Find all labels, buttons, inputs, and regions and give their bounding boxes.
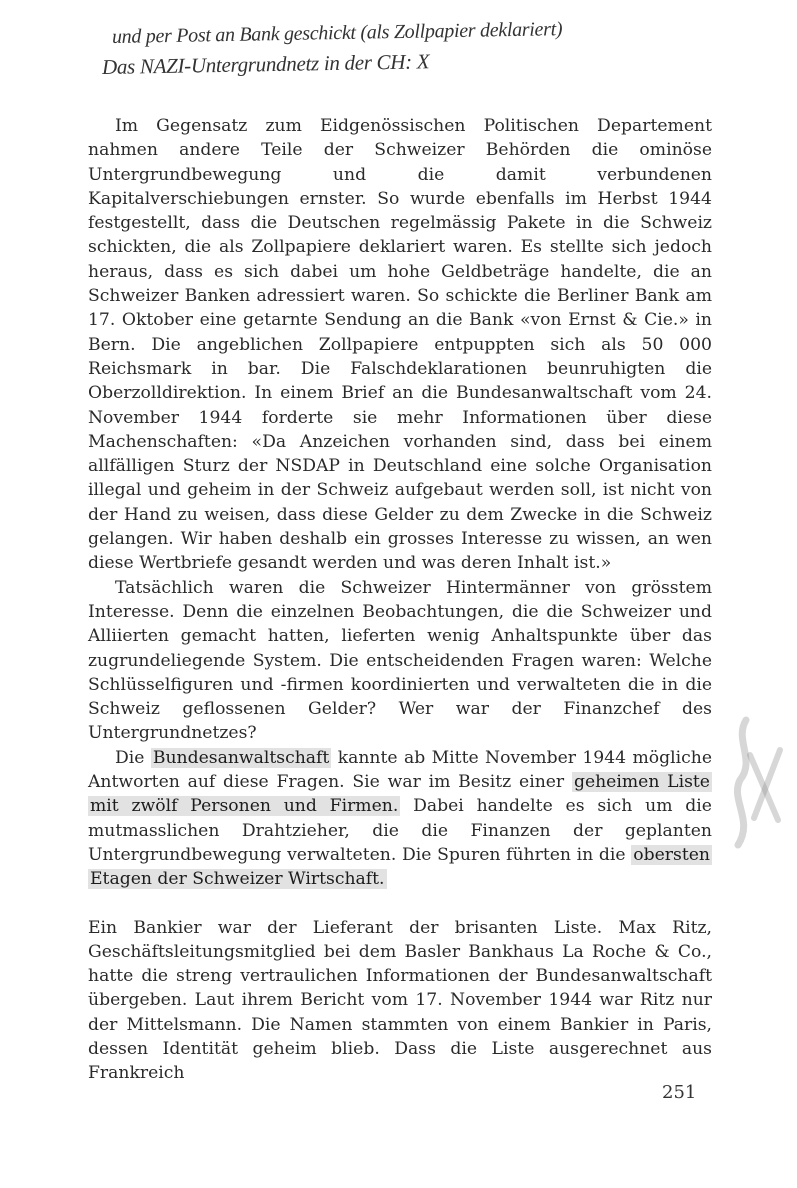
highlighted-text: Bundesanwaltschaft: [152, 747, 330, 768]
text-segment: kannte ab Mitte November 1944 mögliche Antworten auf diese Fragen. Sie war im Besitz einer: [88, 747, 712, 793]
handwritten-note-line-1: und per Post an Bank geschickt (als Zollpapier deklariert): [111, 18, 563, 48]
text-segment: Ein Bankier war der Lieferant der brisanten Liste. Max Ritz, Geschäftsleitungsmitglied bei dem Basler Bankhaus La Roche & Co., hatte die streng vertraulichen Informationen der Bundesanwaltschaft übergeben. Laut ihrem Bericht vom 17. November 1944 war Ritz nur der Mittelsmann. Die Namen stammten von einem Bankier in Paris, dessen Identität geheim blieb. Dass die Liste ausgerechnet aus Frankreich: [88, 917, 712, 1084]
paragraph-3: [88, 746, 712, 892]
body-text: [88, 114, 712, 1086]
highlighted-text: geheimen Liste mit zwölf Personen und Firmen.: [90, 772, 710, 817]
text-segment: Im Gegensatz zum Eidgenössischen Politischen Departement nahmen andere Teile der Schweizer Behörden die ominöse Untergrundbewegung und die damit verbundenen Kapitalverschiebungen ernster. So wurde ebenfalls im Herbst 1944 festgestellt, dass die Deutschen regelmässig Pakete in die Schweiz schickten, die als Zollpapiere deklariert waren. Es stellte sich jedoch heraus, dass es sich dabei um hohe Geldbeträge handelte, die an Schweizer Banken adressiert waren. So schickte die Berliner Bank am 17. Oktober eine getarnte Sendung an die Bank «von Ernst & Cie.» in Bern. Die angeblichen Zollpapiere entpuppten sich als 50 000 Reichsmark in bar. Die Falschdeklarationen beunruhigten die Oberzolldirektion. In einem Brief an die Bundesanwaltschaft vom 24. November 1944 forderte sie mehr Informationen über diese Machenschaften: «Da Anzeichen vorhanden sind, dass bei einem allfälligen Sturz der NSDAP in Deutschland eine solche Organisation illegal und geheim in der Schweiz aufgebaut werden soll, ist nicht von der Hand zu weisen, dass diese Gelder zu dem Zwecke in die Schweiz gelangen. Wir haben deshalb ein grosses Interesse zu wissen, an wen diese Wertbriefe gesandt werden und was deren Inhalt ist.»: [88, 116, 712, 574]
text-segment: Die: [115, 747, 151, 768]
handwritten-note-line-2: Das NAZI-Untergrundnetz in der CH: X: [101, 49, 430, 79]
paragraph-4: [88, 916, 712, 1086]
section-gap: [88, 892, 712, 916]
text-segment: Tatsächlich waren die Schweizer Hintermänner von grösstem Interesse. Denn die einzelnen Beobachtungen, die die Schweizer und Alliierten gemacht hatten, lieferten wenig Anhaltspunkte über das zugrundeliegende System. Die entscheidenden Fragen waren: Welche Schlüsselfiguren und -firmen koordinierten und verwalteten die in die Schweiz geflossenen Gelder? Wer war der Finanzchef des Untergrundnetzes?: [88, 577, 712, 744]
text-segment: Dabei handelte es sich um die mutmasslichen Drahtzieher, die die Finanzen der geplanten Untergrundbewegung verwalteten. Die Spuren führten in die: [88, 796, 712, 865]
paragraph-2: [88, 576, 712, 746]
paragraph-1: [88, 114, 712, 576]
page-number: 251: [662, 1082, 697, 1103]
highlighted-text: obersten Etagen der Schweizer Wirtschaft.: [90, 844, 710, 890]
pencil-x-mark-icon: [728, 710, 788, 860]
handwritten-notes: [101, 18, 762, 82]
